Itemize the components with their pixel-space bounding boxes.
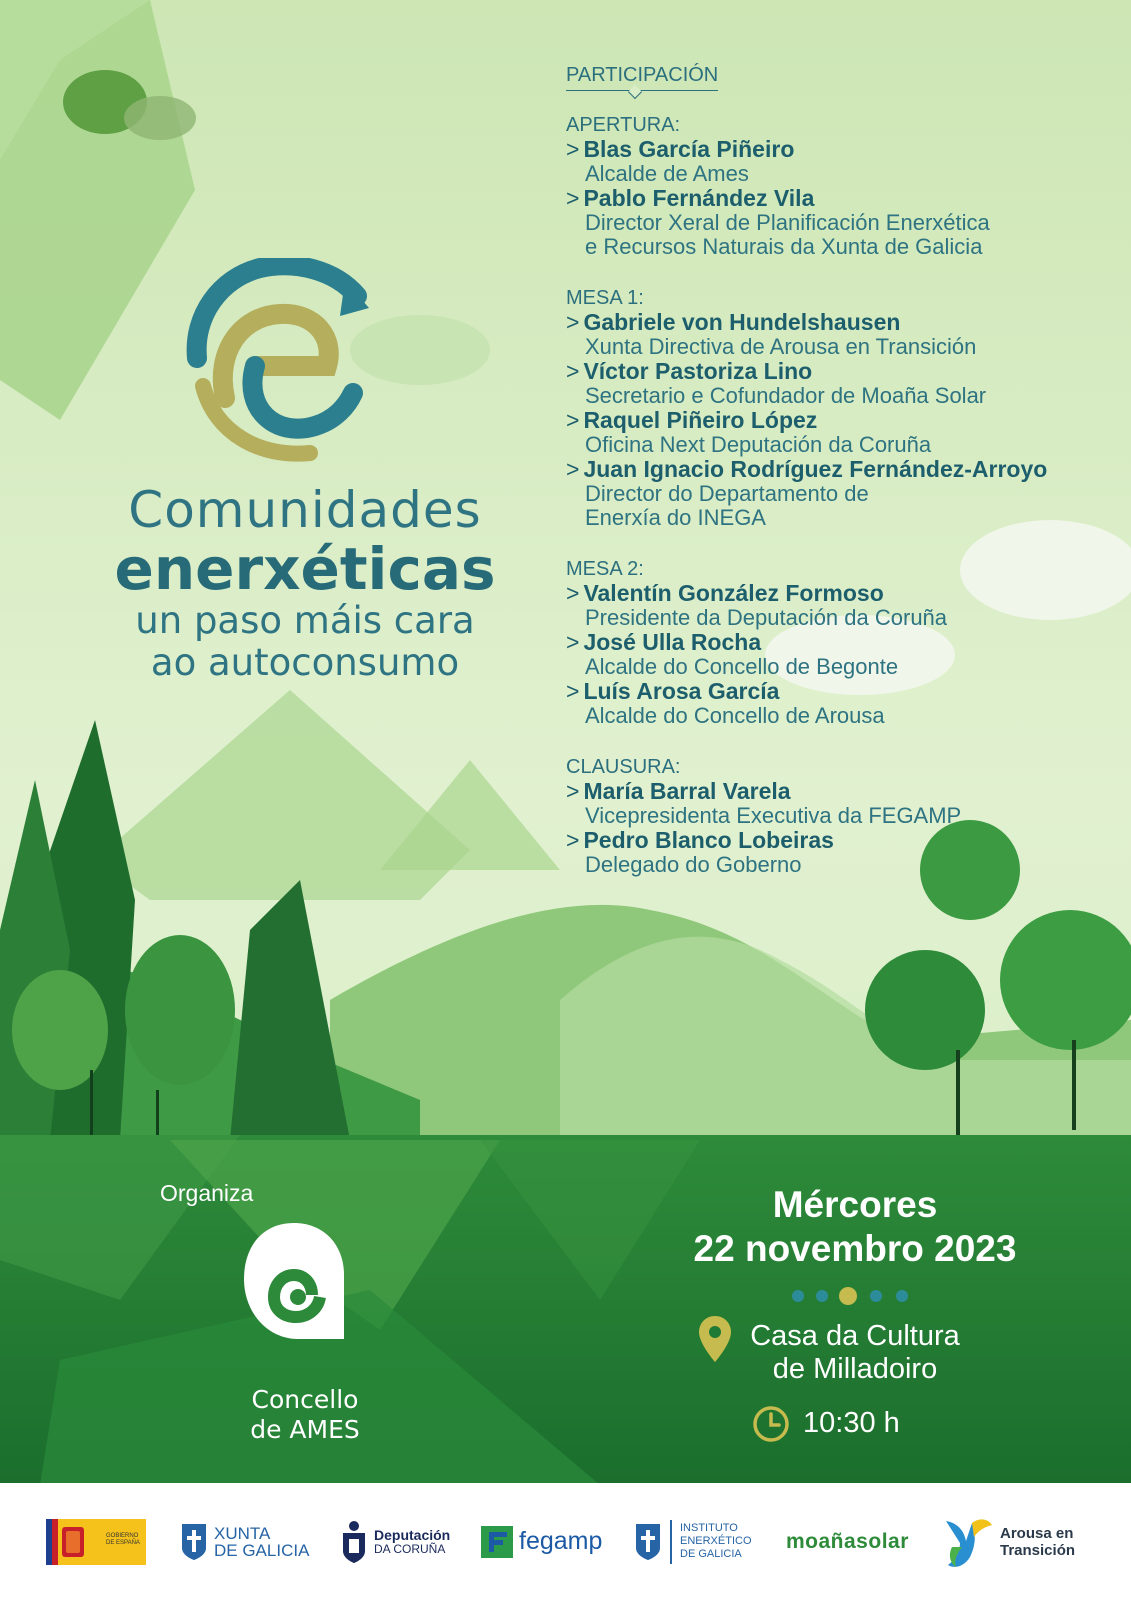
clock-icon [752,1405,790,1443]
gobierno-line-1: GOBIERNO [106,1533,139,1539]
event-title [40,482,570,684]
event-day: Mércores [772,1184,938,1225]
xunta-line-2: DE GALICIA [214,1540,310,1560]
bullet-arrow-icon: > [566,827,580,853]
speaker-name: Pablo Fernández Vila [583,185,815,211]
moana-solar-name: moañasolar [786,1529,909,1553]
organizer-name-line-2: de AMES [250,1415,360,1444]
sponsor-logos-bar [0,1483,1131,1600]
concello-ames-logo [238,1217,350,1347]
speaker-name: Raquel Piñeiro López [583,407,818,433]
event-date [640,1183,1070,1271]
deputacion-line-1: Deputación [374,1526,451,1543]
event-full-date: 22 novembro 2023 [693,1228,1017,1269]
speaker-entry [566,457,1121,530]
speaker-role: Director do Departamento de [585,481,869,506]
speaker-name-row [566,310,1121,335]
title-line-1: Comunidades [128,481,482,539]
section-label: APERTURA: [566,114,681,136]
program-section [566,755,1121,877]
speaker-name-row [566,828,1121,853]
speaker-name: Blas García Piñeiro [583,136,795,162]
speaker-role: Alcalde do Concello de Begonte [585,654,899,679]
speaker-name: José Ulla Rocha [583,629,762,655]
speaker-role: Alcalde do Concello de Arousa [585,703,885,728]
organizer-name-line-1: Concello [251,1385,359,1414]
speaker-role: Delegado do Goberno [585,852,802,877]
speaker-name-row [566,779,1121,804]
speaker-name: Gabriele von Hundelshausen [583,309,901,335]
speaker-name-row [566,359,1121,384]
fegamp-logo [481,1483,602,1600]
gobierno-espana-logo [46,1483,146,1600]
program-heading: PARTICIPACIÓN [566,64,718,91]
bullet-arrow-icon: > [566,309,580,335]
speaker-name-row [566,408,1121,433]
event-venue [740,1320,970,1386]
speaker-entry [566,310,1121,359]
speaker-role: Director Xeral de Planificación Enerxética [585,210,990,235]
inega-line-2: ENERXÉTICO [680,1535,752,1547]
organizer-label: Organiza [160,1180,254,1206]
speaker-entry [566,581,1121,630]
speaker-name: Víctor Pastoriza Lino [583,358,813,384]
venue-line-2: de Milladoiro [772,1353,938,1385]
fegamp-mark-icon [481,1526,513,1558]
speaker-role: Enerxía do INEGA [585,505,766,530]
speaker-name: Juan Ignacio Rodríguez Fernández-Arroyo [583,456,1048,482]
bullet-arrow-icon: > [566,185,580,211]
xunta-line-1: XUNTA [214,1523,271,1543]
event-time: 10:30 h [803,1407,900,1439]
inega-shield-icon [634,1520,662,1564]
speaker-role: Oficina Next Deputación da Coruña [585,432,932,457]
decorative-dots [790,1286,920,1306]
speaker-entry [566,679,1121,728]
inega-line-3: DE GALICIA [680,1548,742,1560]
xunta-shield-icon [180,1522,208,1562]
speaker-entry [566,779,1121,828]
gobierno-line-2: DE ESPAÑA [106,1540,140,1546]
arousa-line-2: Transición [1000,1541,1076,1559]
section-label: MESA 2: [566,558,644,580]
bullet-arrow-icon: > [566,580,580,606]
speaker-entry [566,408,1121,457]
section-label: MESA 1: [566,287,644,309]
arousa-line-1: Arousa en [1000,1524,1074,1542]
speaker-name: María Barral Varela [583,778,791,804]
title-line-2: enerxéticas [114,535,496,603]
arousa-bird-icon [942,1513,994,1571]
inega-line-1: INSTITUTO [680,1522,738,1534]
moana-solar-logo [786,1483,909,1600]
speaker-name: Luís Arosa García [583,678,780,704]
speaker-entry [566,828,1121,877]
bullet-arrow-icon: > [566,358,580,384]
subtitle-line-2: ao autoconsumo [150,641,460,684]
speaker-name-row [566,137,1121,162]
speaker-name-row [566,630,1121,655]
bullet-arrow-icon: > [566,136,580,162]
venue-line-1: Casa da Cultura [750,1320,960,1352]
speaker-name-row [566,679,1121,704]
speaker-entry [566,630,1121,679]
program-section [566,286,1121,530]
program-section [566,113,1121,259]
map-pin-icon [697,1314,733,1364]
program-section [566,557,1121,728]
speaker-name-row [566,457,1121,482]
program-list [566,64,1121,877]
speaker-role: Alcalde de Ames [585,161,749,186]
fegamp-name: fegamp [519,1527,603,1555]
comunidades-enerxeticas-logo [185,258,385,468]
section-label: CLAUSURA: [566,756,681,778]
speaker-role: Vicepresidenta Executiva da FEGAMP [585,803,962,828]
deputacion-coruna-logo [340,1483,450,1600]
speaker-entry [566,186,1121,259]
speaker-name-row [566,581,1121,606]
speaker-role: e Recursos Naturais da Xunta de Galicia [585,234,983,259]
deputacion-line-2: DA CORUÑA [374,1541,446,1556]
bullet-arrow-icon: > [566,407,580,433]
deputacion-crest-icon [340,1519,368,1565]
xunta-galicia-logo [180,1483,309,1600]
bullet-arrow-icon: > [566,778,580,804]
inega-logo [634,1483,752,1600]
speaker-name: Valentín González Formoso [583,580,884,606]
bullet-arrow-icon: > [566,678,580,704]
bullet-arrow-icon: > [566,629,580,655]
arousa-transicion-logo [942,1483,1075,1600]
speaker-name: Pedro Blanco Lobeiras [583,827,834,853]
subtitle-line-1: un paso máis cara [135,599,475,642]
bullet-arrow-icon: > [566,456,580,482]
speaker-entry [566,137,1121,186]
speaker-name-row [566,186,1121,211]
speaker-role: Secretario e Cofundador de Moaña Solar [585,383,987,408]
speaker-entry [566,359,1121,408]
speaker-role: Xunta Directiva de Arousa en Transición [585,334,977,359]
speaker-role: Presidente da Deputación da Coruña [585,605,948,630]
organizer-name [230,1385,380,1445]
